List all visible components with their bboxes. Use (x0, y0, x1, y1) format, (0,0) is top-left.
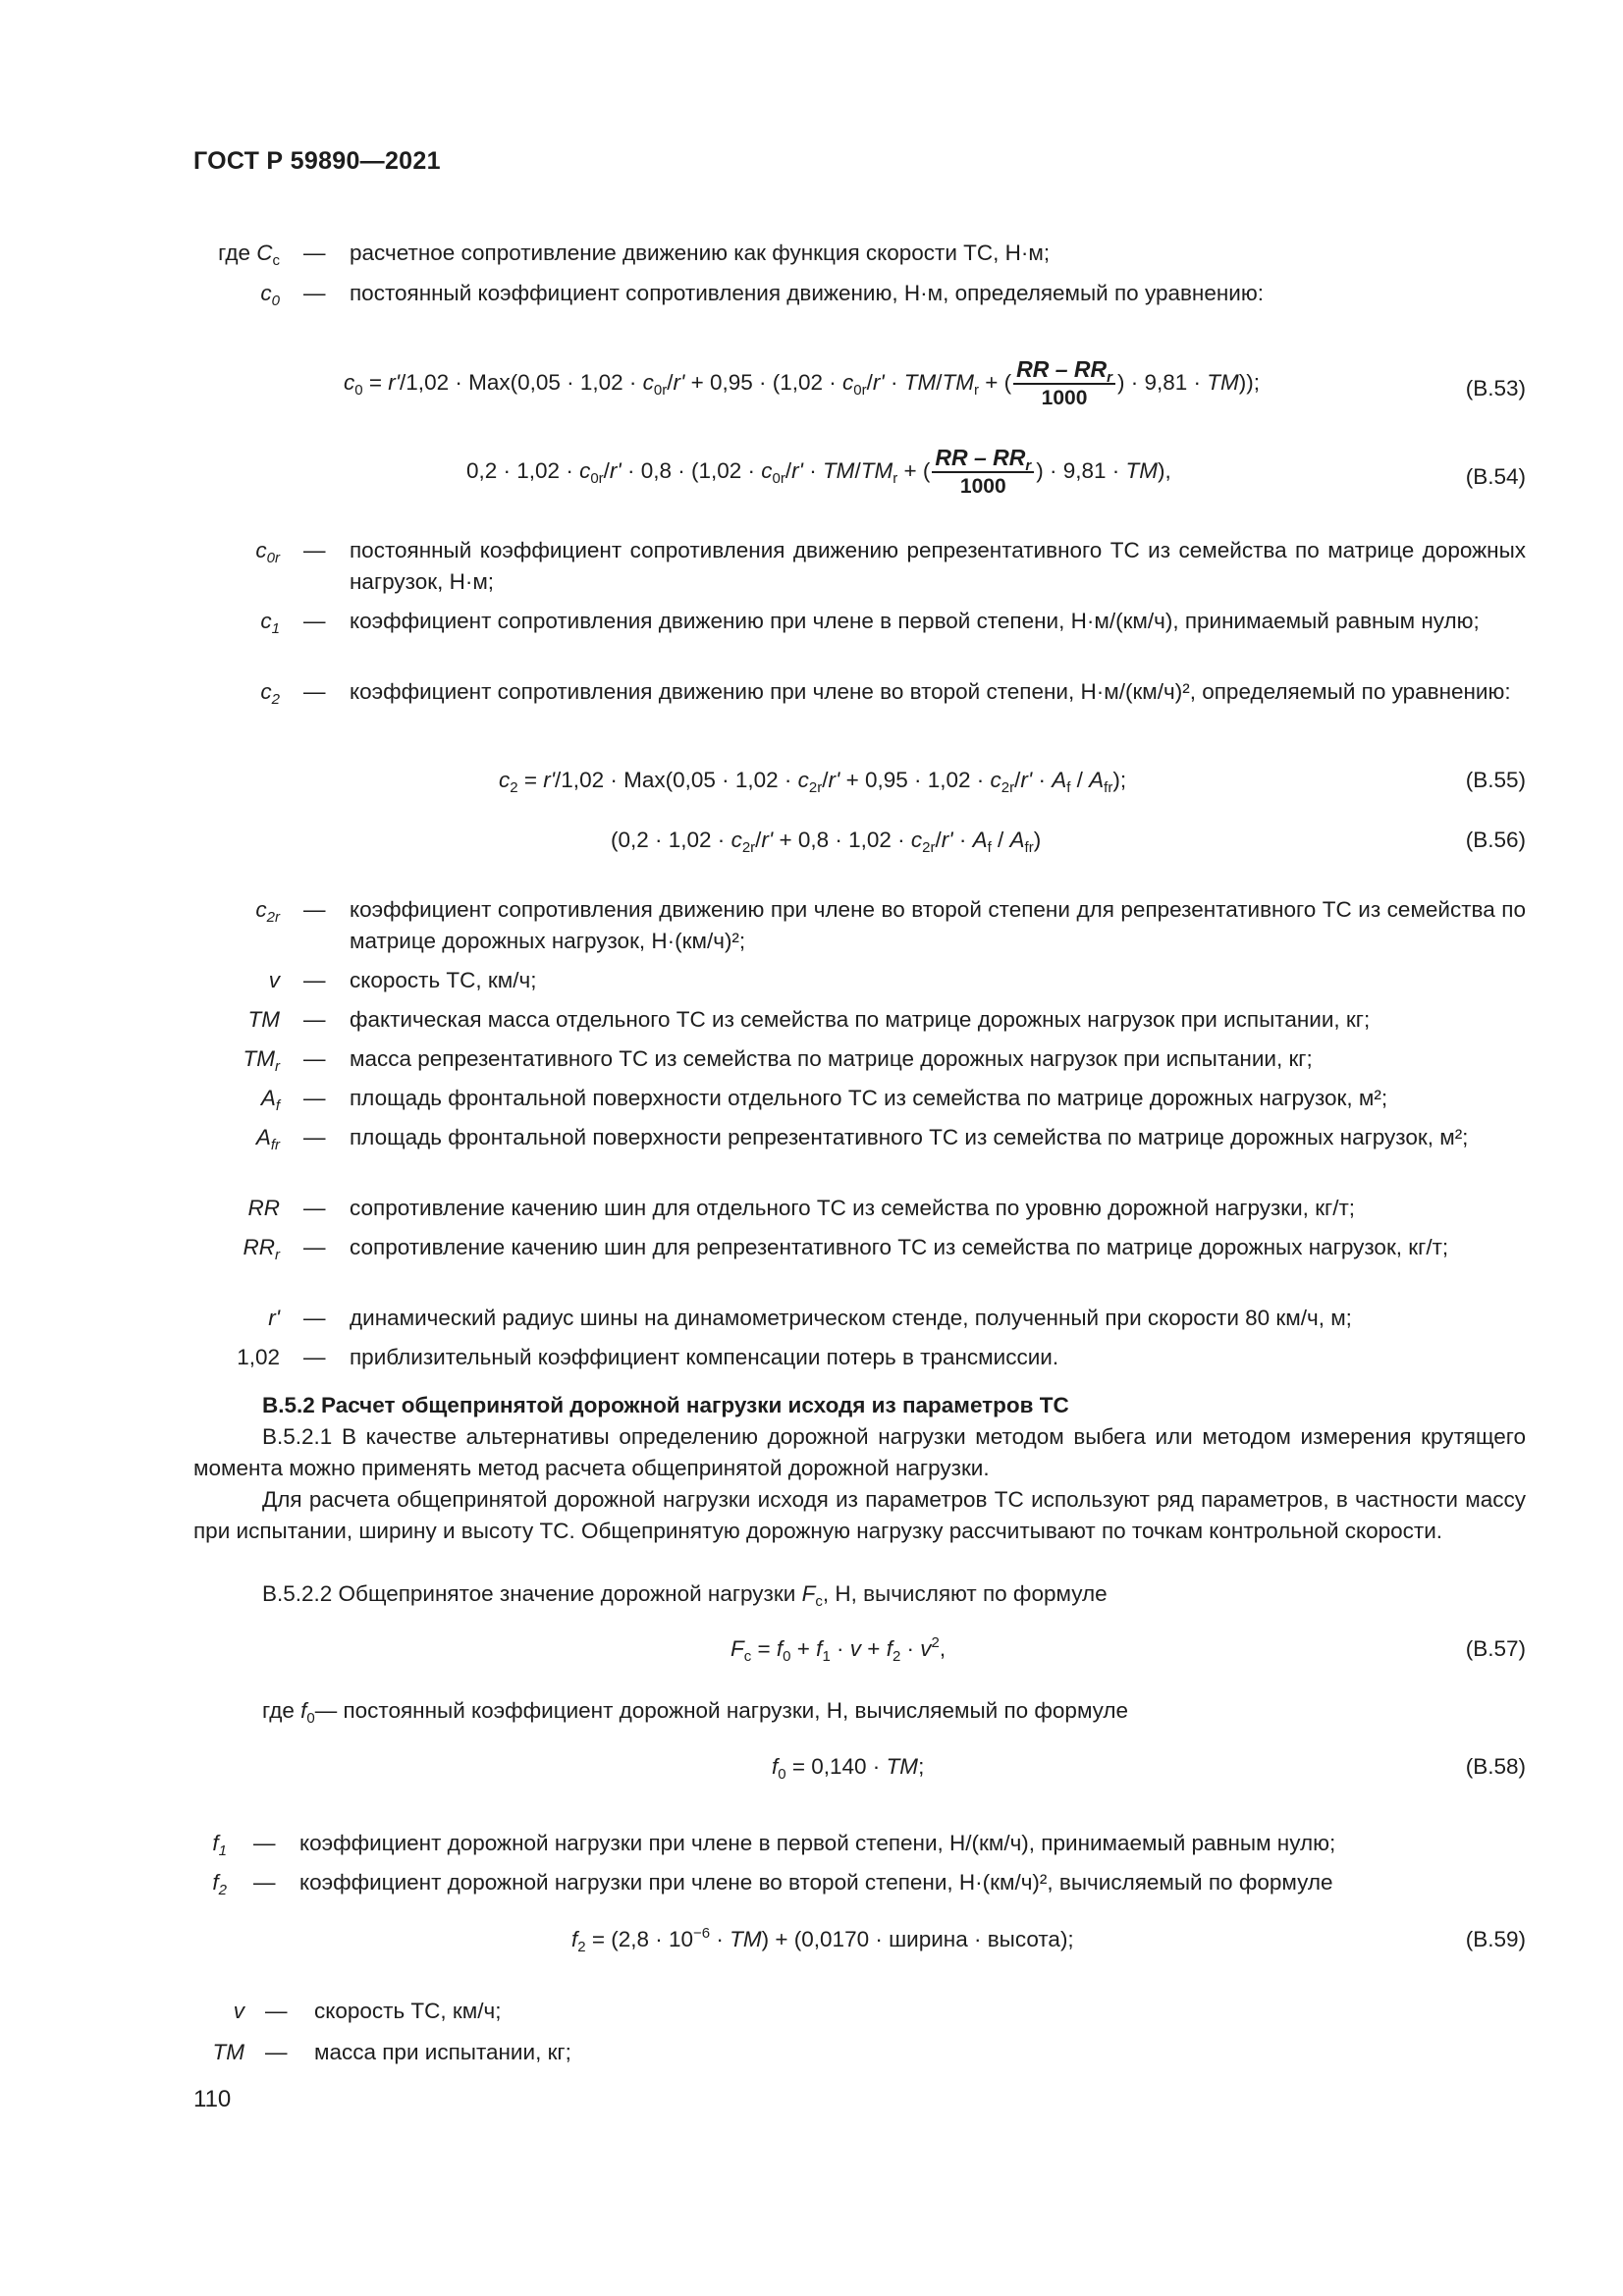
equation-number: (В.55) (1465, 768, 1526, 792)
dash: — (303, 1235, 326, 1259)
dash: — (303, 1125, 326, 1149)
symbol-v: v (233, 1999, 244, 2023)
paragraph-b522: В.5.2.2 Общепринятое значение дорожной нагрузки $F_c$, Н, вычисляют по формуле (262, 1581, 1108, 1610)
equation-b58: $f_0 = 0,140$ · TM; (772, 1754, 925, 1783)
def-RR: сопротивление качению шин для отдельного ТС из семейства по уровню дорожной нагрузки, кг/т; (350, 1196, 1356, 1220)
def-c2r: коэффициент сопротивления движению при члене во второй степени для репрезентативного ТС из семейства по матрице дорожных нагрузок, Н·(км/ч)²; (350, 897, 1526, 953)
def-Afr: площадь фронтальной поверхности репрезентативного ТС из семейства по матрице дорожных нагрузок, м²; (350, 1125, 1469, 1149)
document-header: ГОСТ Р 59890—2021 (193, 147, 441, 175)
where-prefix: где $C_c$ (218, 240, 280, 269)
symbol-RR: RR (247, 1196, 280, 1220)
symbol-r-prime: r' (268, 1306, 280, 1330)
dash: — (265, 1999, 288, 2023)
dash: — (303, 281, 326, 305)
def-Af: площадь фронтальной поверхности отдельного ТС из семейства по матрице дорожных нагрузок, м²; (350, 1086, 1388, 1110)
dash: — (253, 1831, 276, 1855)
symbol-TMr: $TM_r$ (243, 1046, 280, 1075)
equation-number: (В.53) (1465, 376, 1526, 400)
section-heading: В.5.2 Расчет общепринятой дорожной нагрузки исходя из параметров ТС (262, 1393, 1069, 1417)
paragraph-b521: В.5.2.1 В качестве альтернативы определению дорожной нагрузки методом выбега или методом измерения крутящего момента можно применять метод расчета общепринятой дорожной нагрузки. (193, 1424, 1526, 1480)
symbol-v: v (268, 968, 280, 992)
dash: — (303, 609, 326, 633)
page-number: 110 (193, 2086, 232, 2112)
equation-number: (В.58) (1465, 1754, 1526, 1779)
dash: — (303, 1196, 326, 1220)
symbol-f2: $f_2$ (212, 1870, 227, 1898)
symbol-c2r: $c_{2r}$ (255, 897, 280, 926)
symbol-Afr: $A_{fr}$ (255, 1125, 280, 1153)
def-f2: коэффициент дорожной нагрузки при члене во второй степени, Н·(км/ч)², вычисляемый по формуле (299, 1870, 1333, 1895)
dash: — (303, 240, 326, 265)
dash: — (303, 1086, 326, 1110)
dash: — (303, 1007, 326, 1032)
dash: — (253, 1870, 276, 1895)
equation-b55: $c_2 = r'/1,02 \cdot Max(0,05 \cdot 1,02 \cdot c_{2r}/r' + 0,95 \cdot 1,02 \cdot c_{2r}/r' \cdot A_f / A_{fr})$; (499, 768, 1127, 796)
fraction-rr: $\frac{RR - RR_r}{1000}$ (932, 444, 1034, 501)
symbol-f1: $f_1$ (212, 1831, 227, 1859)
dash: — (265, 2040, 288, 2064)
symbol-c0r: $c_{0r}$ (255, 538, 280, 566)
equation-number: (В.54) (1465, 464, 1526, 489)
equation-b54: $0,2 \cdot 1,02 \cdot c_{0r}/r' \cdot 0,8 \cdot (1,02 \cdot c_{0r}/r' \cdot TM/TM_r$ + ( $\frac{RR - RR_r}{1000}$ ) · 9,81 · TM), (466, 444, 1171, 501)
equation-number: (В.57) (1465, 1636, 1526, 1661)
dash: — (303, 1046, 326, 1071)
def-Cc: расчетное сопротивление движению как функция скорости ТС, Н·м; (350, 240, 1051, 265)
paragraph-params: Для расчета общепринятой дорожной нагрузки исходя из параметров ТС используют ряд параметров, в частности массу при испытании, ширину и высоту ТС. Общепринятую дорожную нагрузку рассчитывают по точкам контрольной скорости. (193, 1487, 1526, 1543)
def-r-prime: динамический радиус шины на динамометрическом стенде, полученный при скорости 80 км/ч, м; (350, 1306, 1352, 1330)
def-RRr: сопротивление качению шин для репрезентативного ТС из семейства по матрице дорожных нагрузок, кг/т; (350, 1235, 1449, 1259)
symbol-c0: $c_0$ (260, 281, 280, 309)
symbol-Af: $A_f$ (260, 1086, 280, 1114)
dash: — (303, 1306, 326, 1330)
def-TM: фактическая масса отдельного ТС из семейства по матрице дорожных нагрузок при испытании, кг; (350, 1007, 1371, 1032)
equation-b57: $F_c = f_0 + f_1 \cdot v + f_2 \cdot v^2$, (730, 1634, 947, 1665)
symbol-c1: $c_1$ (260, 609, 280, 637)
symbol-TM: TM (212, 2040, 244, 2064)
fraction-rr: $\frac{RR - RR_r}{1000}$ (1013, 355, 1115, 412)
def-c0: постоянный коэффициент сопротивления движению, Н·м, определяемый по уравнению: (350, 281, 1264, 305)
symbol-1-02: 1,02 (237, 1345, 280, 1369)
def-TMr: масса репрезентативного ТС из семейства по матрице дорожных нагрузок при испытании, кг; (350, 1046, 1313, 1071)
equation-number: (В.59) (1465, 1927, 1526, 1951)
equation-b53: $c_0 = r'/1,02 \cdot Max(0,05 \cdot 1,02 \cdot c_{0r}/r' + 0,95 \cdot (1,02 \cdot c_{0r}/r' \cdot TM/TM_r$ + ( $\frac{RR - RR_r}{1000}$ ) · 9,81 · TM)); (344, 355, 1260, 412)
def-c1: коэффициент сопротивления движению при члене в первой степени, Н·м/(км/ч), принимаемый равным нулю; (350, 609, 1480, 633)
where-f0: где $f_0—$ постоянный коэффициент дорожной нагрузки, Н, вычисляемый по формуле (262, 1698, 1129, 1727)
dash: — (303, 968, 326, 992)
def-v: скорость ТС, км/ч; (350, 968, 537, 992)
dash: — (303, 679, 326, 704)
dash: — (303, 897, 326, 922)
dash: — (303, 1345, 326, 1369)
equation-b56: $(0,2 \cdot 1,02 \cdot c_{2r}/r' + 0,8 \cdot 1,02 \cdot c_{2r}/r' \cdot A_f / A_{fr})$ (611, 828, 1042, 856)
def-TM: масса при испытании, кг; (314, 2040, 571, 2064)
def-c0r: постоянный коэффициент сопротивления движению репрезентативного ТС из семейства по матрице дорожных нагрузок, Н·м; (350, 538, 1526, 594)
dash: — (303, 538, 326, 562)
def-v: скорость ТС, км/ч; (314, 1999, 502, 2023)
symbol-RRr: $RR_r$ (243, 1235, 280, 1263)
equation-number: (В.56) (1465, 828, 1526, 852)
def-f1: коэффициент дорожной нагрузки при члене в первой степени, Н/(км/ч), принимаемый равным нулю; (299, 1831, 1336, 1855)
def-c2: коэффициент сопротивления движению при члене во второй степени, Н·м/(км/ч)², определяемый по уравнению: (350, 679, 1511, 704)
def-1-02: приблизительный коэффициент компенсации потерь в трансмиссии. (350, 1345, 1059, 1369)
symbol-TM: TM (247, 1007, 280, 1032)
equation-b59: $f_2 = (2,8 \cdot 10^{-6} \cdot TM) + (0,0170$ · ширина · высота); (571, 1925, 1074, 1955)
symbol-c2: $c_2$ (260, 679, 280, 708)
